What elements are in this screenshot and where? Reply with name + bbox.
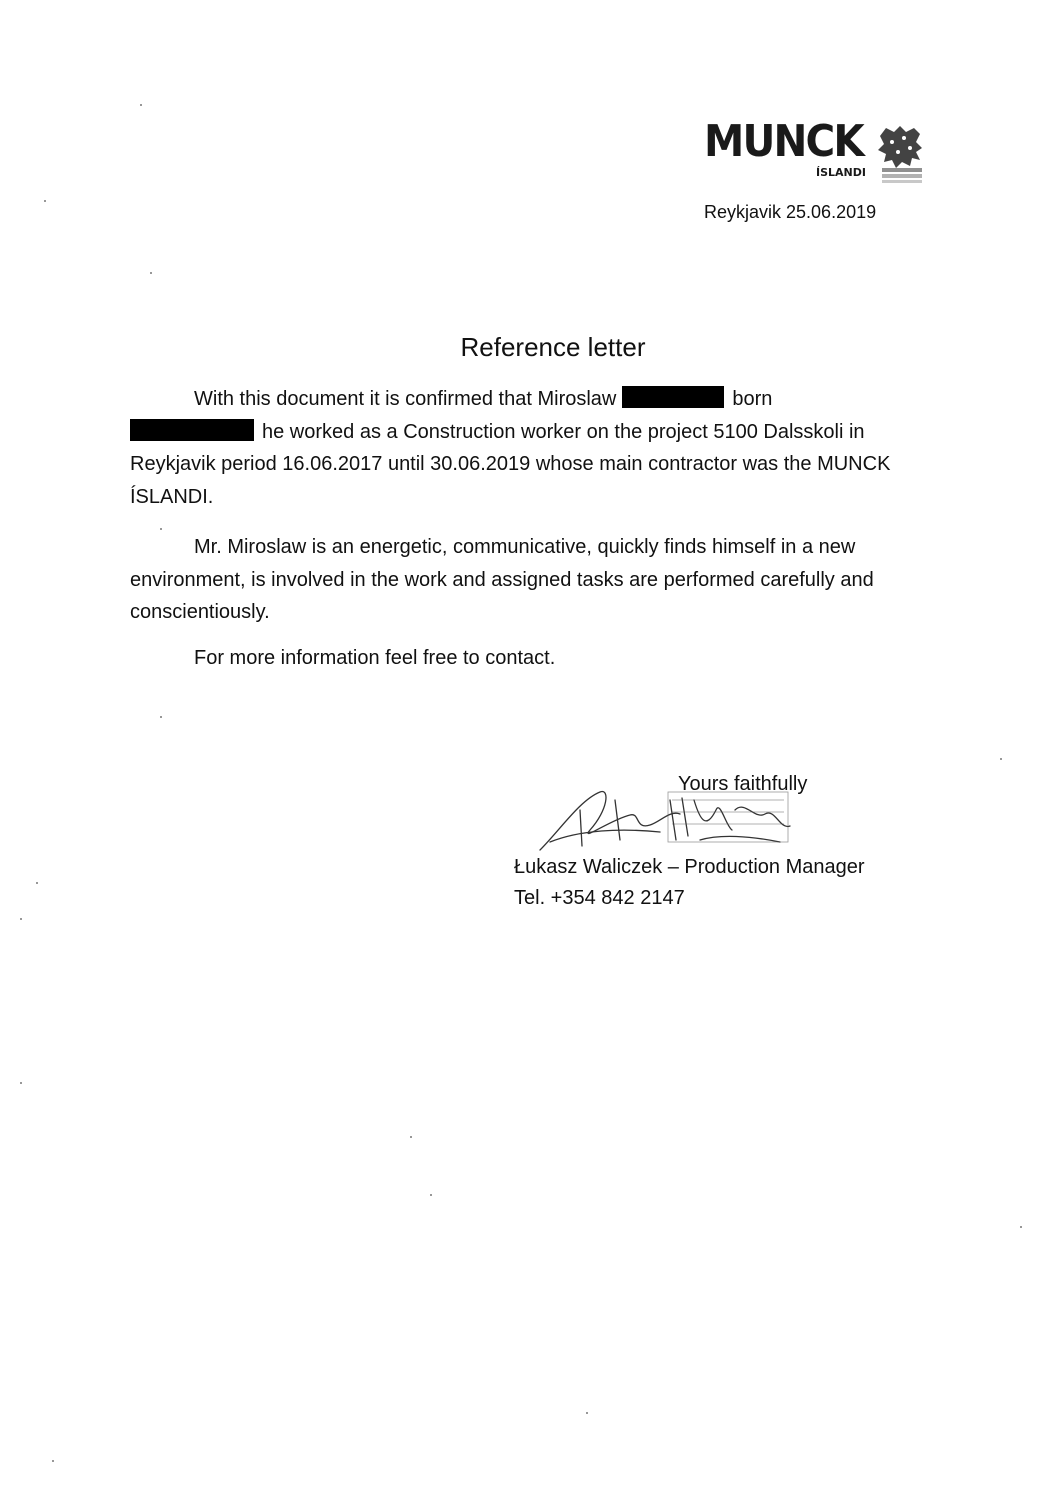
body-paragraph-2 [130, 531, 930, 629]
scan-speck [410, 1136, 412, 1138]
scan-speck [586, 1412, 588, 1414]
signer-phone: Tel. +354 842 2147 [514, 887, 685, 909]
letter-title: Reference letter [460, 332, 646, 362]
scan-speck [20, 918, 22, 920]
paragraph-3-text: For more information feel free to contact. [194, 647, 556, 669]
signer-block [514, 852, 865, 914]
logo-emblem-icon [876, 122, 928, 184]
body-paragraph-1 [130, 383, 930, 513]
company-logo [704, 116, 928, 188]
scan-speck [140, 104, 142, 106]
redaction-bar [622, 386, 724, 408]
signer-name-title: Łukasz Waliczek – Production Manager [514, 856, 865, 878]
scan-speck [430, 1194, 432, 1196]
scan-speck [160, 528, 162, 530]
scan-speck [20, 1082, 22, 1084]
scan-speck [1000, 758, 1002, 760]
closing-phrase: Yours faithfully [678, 773, 808, 795]
scan-speck [150, 272, 152, 274]
scan-speck [1020, 1226, 1022, 1228]
paragraph-1-part-3: he worked as a Construction worker on the project 5100 Dalsskoli in Reykjavik period 16.06.2017 until 30.06.2019 whose main contractor was the MUNCK ÍSLANDI. [130, 420, 891, 508]
scan-speck [44, 200, 46, 202]
letter-date: Reykjavik 25.06.2019 [704, 202, 877, 222]
scan-speck [36, 882, 38, 884]
logo-wordmark: MUNCK [704, 116, 863, 167]
scan-speck [52, 1460, 54, 1462]
paragraph-1-part-2: born [732, 388, 773, 410]
body-paragraph-3 [130, 642, 930, 675]
paragraph-2-text: Mr. Miroslaw is an energetic, communicative, quickly finds himself in a new environment, is involved in the work and assigned tasks are performed carefully and conscientiously. [130, 536, 874, 623]
redaction-bar [130, 419, 254, 441]
scan-speck [160, 716, 162, 718]
logo-subtitle: ÍSLANDI [816, 166, 866, 179]
paragraph-1-part-1: With this document it is confirmed that Miroslaw [194, 388, 617, 410]
